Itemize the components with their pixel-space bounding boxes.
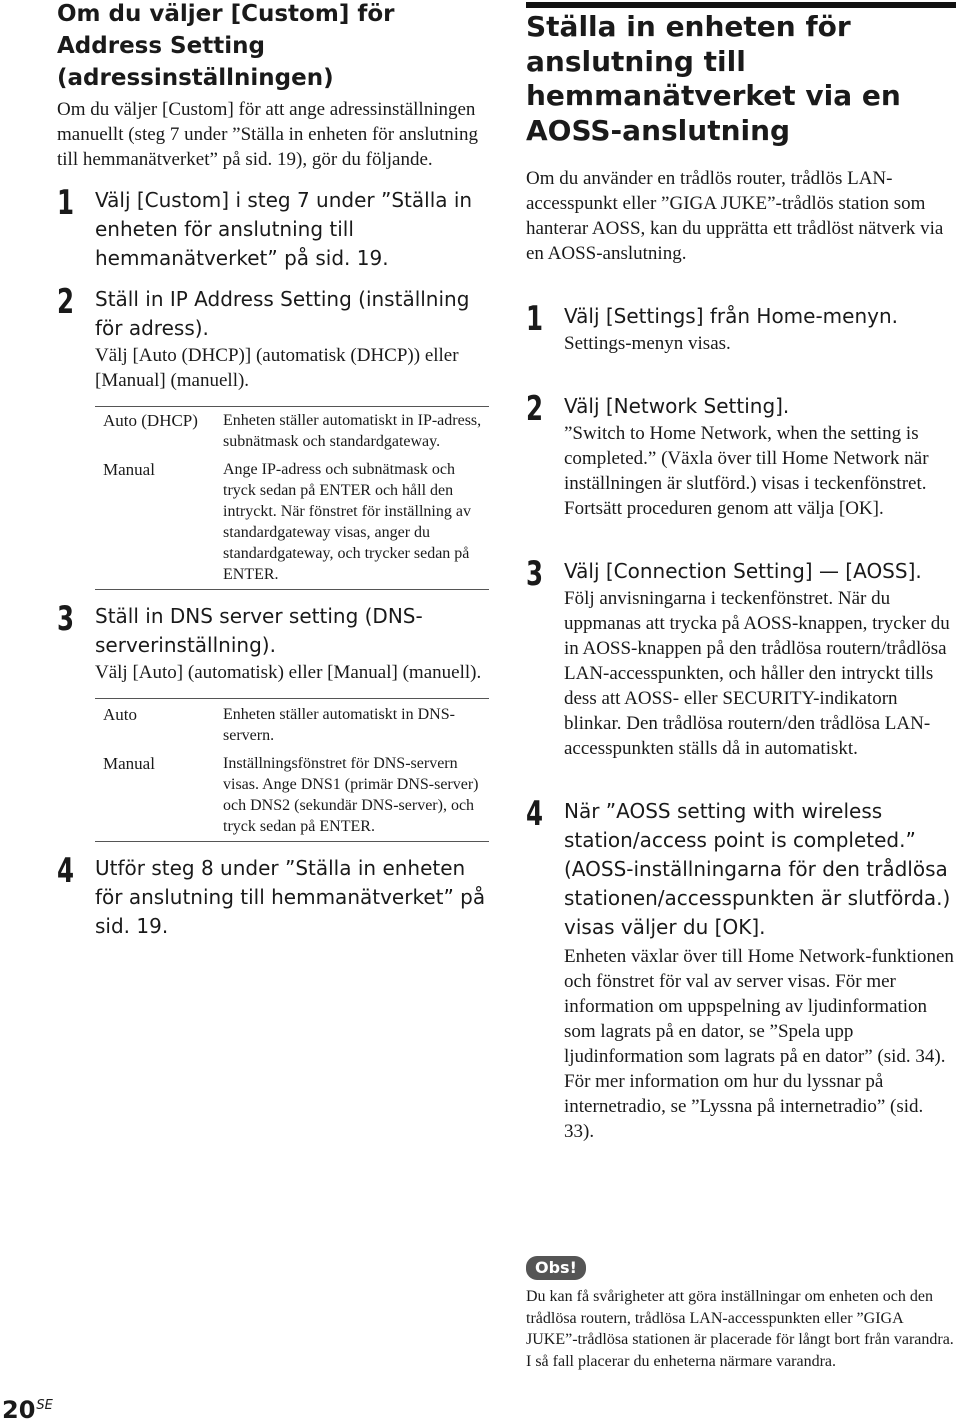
step-title: När ”AOSS setting with wireless station/access point is completed.” (AOSS-inställningarna för den trådlösa stationen/accesspunkten är slutförda.) visas väljer du [OK]. [564,799,951,939]
step-body: Settings-menyn visas. [564,333,731,354]
step-title: Välj [Settings] från Home-menyn. [564,304,899,328]
table-row [95,452,489,585]
step-number: 4 [526,794,544,834]
page-language-code: SE [36,1398,53,1413]
step-title: Välj [Custom] i steg 7 under ”Ställa in enheten för anslutning till hemmanätverket” på sid. 19. [95,188,473,270]
left-step-3 [57,599,489,685]
step-title: Ställ in DNS server setting (DNS-serverinställning). [95,604,423,657]
option-key: Manual [103,460,155,479]
dns-options-table [95,698,489,842]
custom-intro: Om du väljer [Custom] för att ange adressinställningen manuellt (steg 7 under ”Ställa in enheten för anslutning till hemmanätverket” på sid. 19), gör du följande. [57,99,479,170]
note-text: Du kan få svårigheter att göra inställningar om enheten och den trådlösa routern, trådlösa LAN-accesspunkten eller ”GIGA JUKE”-trådlösa stationen är placerade för långt bort från varandra. I så fall placerar du enheterna närmare varandra. [526,1288,954,1370]
right-step-1 [526,299,956,356]
aoss-intro: Om du använder en trådlös router, trådlös LAN-accesspunkt eller ”GIGA JUKE”-trådlös station som hanterar AOSS, kan du upprätta ett trådlöst nätverk via en AOSS-anslutning. [526,168,944,264]
option-value: Enheten ställer automatiskt in IP-adress, subnätmask och standardgateway. [223,412,482,450]
step-body: ”Switch to Home Network, when the setting is completed.” (Växla över till Home Network när inställningen är slutförd.) visas i teckenfönstret. Fortsätt proceduren genom att välja [OK]. [564,423,929,519]
section-heading-aoss: Ställa in enheten för anslutning till hemmanätverket via en AOSS-anslutning [526,10,901,147]
left-step-4 [57,851,489,941]
note-badge: Obs! [526,1256,586,1280]
option-value: Inställningsfönstret för DNS-servern visas. Ange DNS1 (primär DNS-server) och DNS2 (sekundär DNS-server), och tryck sedan på ENTER. [223,755,479,835]
option-value: Enheten ställer automatiskt in DNS-servern. [223,706,455,744]
step-title: Utför steg 8 under ”Ställa in enheten för anslutning till hemmanätverket” på sid. 19. [95,856,486,938]
step-body: Enheten växlar över till Home Network-funktionen och fönstret för val av server visas. För mer information om uppspelning av ljudinformation som lagrats på en dator, se ”Spela upp ljudinformation som lagrats på en dator” (sid. 34). För mer information om hur du lyssnar på internetradio, se ”Lyssna på internetradio” (sid. 33). [564,946,954,1142]
step-number: 1 [526,299,544,339]
option-key: Auto (DHCP) [103,411,198,430]
table-row [95,699,489,746]
step-number: 3 [57,599,75,639]
option-value: Ange IP-adress och subnätmask och tryck sedan på ENTER och håll den intryckt. När fönstret för inställning av standardgateway visas, anger du standardgateway, och trycker sedan på ENTER. [223,461,471,583]
step-number: 4 [57,851,75,891]
step-body: Välj [Auto (DHCP)] (automatisk (DHCP)) eller [Manual] (manuell). [95,345,459,391]
left-column [57,0,489,941]
step-number: 1 [57,183,75,223]
ip-address-options-table [95,406,489,590]
step-number: 2 [57,282,75,322]
table-row [95,746,489,837]
left-step-1 [57,183,489,273]
right-step-3 [526,554,956,761]
step-number: 2 [526,389,544,429]
page-number-value: 20 [2,1396,36,1424]
page-number [2,1396,53,1424]
step-title: Välj [Network Setting]. [564,394,790,418]
step-body: Följ anvisningarna i teckenfönstret. När du uppmanas att trycka på AOSS-knappen, trycker du in AOSS-knappen på den trådlösa routern/trådlösa LAN-accesspunkten, och håller den intryckt tills dess att AOSS- eller SECURITY-indikatorn blinkar. Den trådlösa routern/den trådlösa LAN-accesspunkten ställs då in automatiskt. [564,588,950,759]
step-title: Välj [Connection Setting] — [AOSS]. [564,559,922,583]
table-row [95,407,489,452]
step-body: Välj [Auto] (automatisk) eller [Manual] (manuell). [95,662,482,683]
left-step-2 [57,282,489,393]
step-number: 3 [526,554,544,594]
option-key: Auto [103,705,137,724]
right-step-4 [526,794,956,1144]
step-title: Ställ in IP Address Setting (inställning för adress). [95,287,470,340]
right-column [526,0,956,1144]
right-step-2 [526,389,956,521]
note-box [526,1256,956,1372]
option-key: Manual [103,754,155,773]
section-heading-custom: Om du väljer [Custom] för Address Setting (adressinställningen) [57,1,395,91]
